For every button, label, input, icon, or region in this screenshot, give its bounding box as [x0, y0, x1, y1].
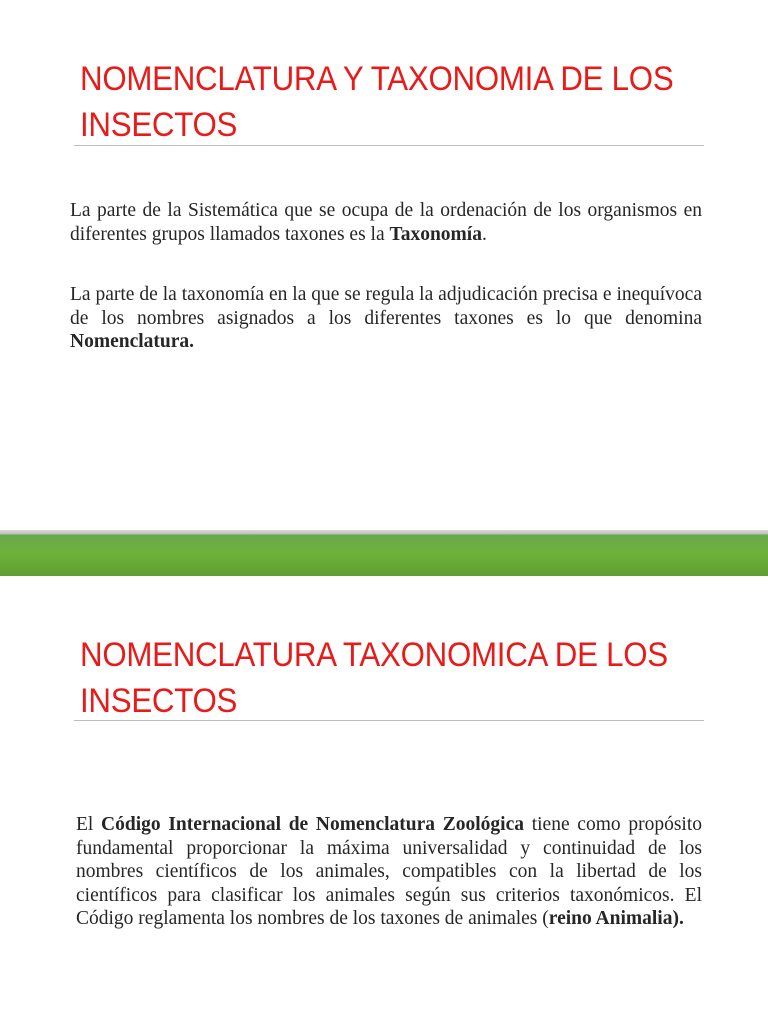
slide-1-title: NOMENCLATURA Y TAXONOMIA DE LOS INSECTOS — [80, 60, 674, 144]
paragraph-text: La parte de la Sistemática que se ocupa de la ordenación de los organismos en diferentes grupos llamados taxones es la — [70, 200, 702, 245]
kingdom-term: reino Animalia). — [548, 908, 684, 929]
nomenclature-definition-paragraph — [70, 283, 702, 354]
code-description-paragraph — [76, 813, 702, 931]
slide-2-title: NOMENCLATURA TAXONOMICA DE LOS INSECTOS — [80, 636, 668, 720]
code-name: Código Internacional de Nomenclatura Zoológica — [101, 814, 524, 835]
paragraph-lead: El — [76, 814, 102, 835]
taxonomy-definition-paragraph — [70, 199, 702, 246]
title-divider — [74, 145, 704, 146]
slide-2 — [0, 576, 768, 1024]
paragraph-tail: . — [481, 223, 487, 245]
paragraph-text: La parte de la taxonomía en la que se regula la adjudicación precisa e inequívoca de los nombres asignados a los diferentes taxones es lo que denomina — [70, 284, 702, 329]
slide-separator-band — [0, 530, 768, 576]
taxonomy-term: Taxonomía — [389, 223, 482, 245]
paragraph-text: tiene como propósito fundamental proporcionar la máxima universalidad y continuidad de los nombres científicos de los animales, compatibles con la libertad de los científicos para clasificar los animales según sus criterios taxonómicos. El Código reglamenta los nombres de los taxones de animales ( — [76, 814, 702, 929]
nomenclature-term: Nomenclatura. — [70, 331, 195, 352]
title-divider — [74, 720, 704, 721]
